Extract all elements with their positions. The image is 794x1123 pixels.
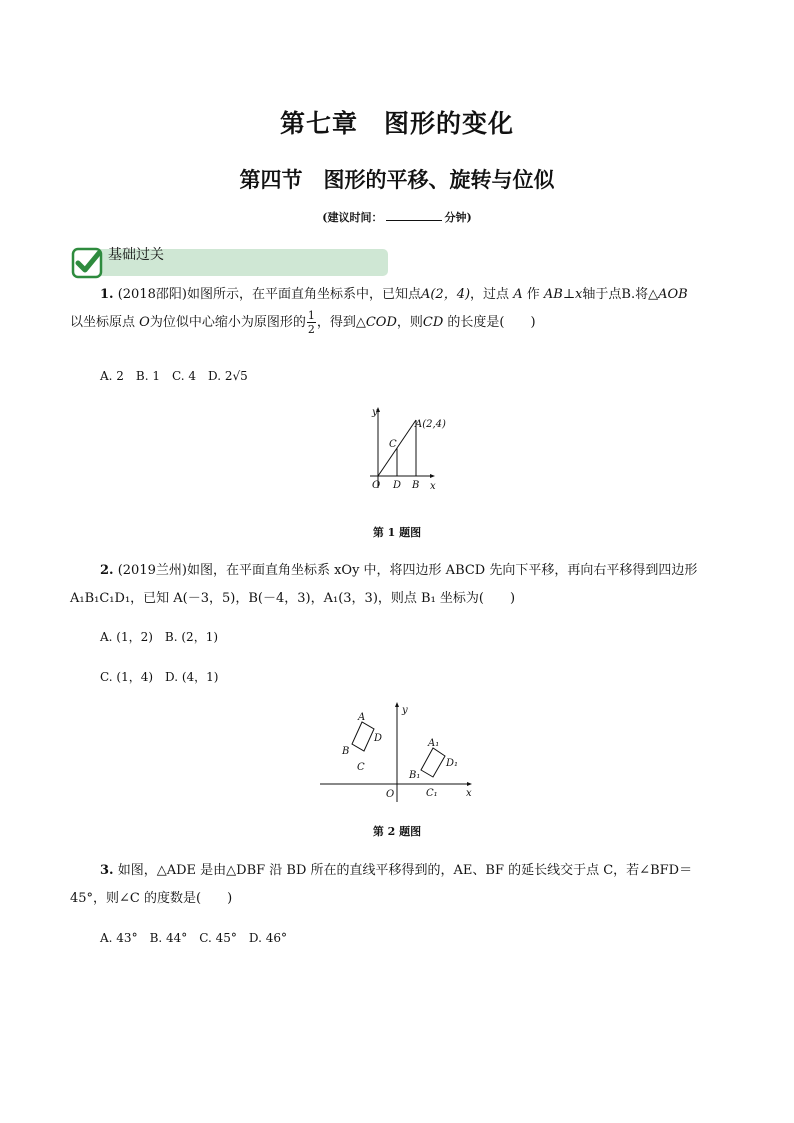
fraction-numerator: 1 [307, 309, 315, 322]
q2-line2: A₁B₁C₁D₁，已知 A(－3，5)，B(－4，3)，A₁(3，3)，则点 B₁ 坐标为( ) [70, 591, 516, 606]
q1-text: 的长度是( ) [447, 315, 536, 330]
y-label: y [402, 705, 408, 716]
q2-figure [318, 698, 478, 808]
time-blank[interactable] [386, 220, 442, 221]
fraction-denominator: 2 [307, 323, 315, 336]
y-axis-arrow [395, 702, 399, 707]
q1-text: ，则 [396, 315, 423, 330]
quad-abcd [352, 722, 374, 751]
q1-point: A(2，4) [420, 287, 471, 302]
a-label: A [358, 712, 366, 723]
c-label: C [357, 762, 365, 773]
q1-figure [360, 400, 450, 500]
c-label: C [389, 439, 397, 450]
q1-text: COD [365, 315, 397, 330]
q1-text: AOB [658, 287, 688, 302]
x-axis-arrow [467, 782, 472, 786]
c1-label: C₁ [426, 788, 438, 799]
q1-text: ，过点 [470, 287, 510, 302]
q1-text: A [513, 287, 523, 302]
d-label: D [374, 733, 383, 744]
d-label: D [393, 480, 402, 491]
banner-label: 基础过关 [108, 247, 164, 263]
section-title: 第四节 图形的平移、旋转与位似 [239, 168, 555, 192]
q1-text: 为位似中心缩小为原图形的 [149, 315, 306, 330]
time-suffix: 分钟) [444, 211, 472, 224]
check-icon [71, 247, 103, 279]
q1-text: 轴于点B.将△ [582, 287, 659, 302]
q1-number: 1. [100, 287, 114, 302]
a-label: A(2,4) [415, 419, 446, 430]
chapter-title: 第七章 图形的变化 [279, 109, 514, 138]
q3-number: 3. [100, 863, 114, 878]
q2-options-1: A. (1，2) B. (2，1) [100, 630, 219, 644]
q2-number: 2. [100, 563, 114, 578]
x-label: x [466, 788, 472, 799]
q3-options: A. 43° B. 44° C. 45° D. 46° [100, 931, 288, 945]
q1-text: CD [422, 315, 444, 330]
question-3 [70, 857, 730, 913]
q1-text: 如图所示，在平面直角坐标系中，已知点 [186, 287, 421, 302]
fraction-half [307, 309, 316, 336]
question-2 [70, 557, 730, 613]
q1-text: O [139, 315, 150, 330]
b1-label: B₁ [409, 770, 421, 781]
q1-source: (2018邵阳) [117, 287, 187, 302]
y-label: y [372, 407, 378, 418]
q1-text: 作 [526, 287, 540, 302]
q1-options: A. 2 B. 1 C. 4 D. 2√5 [100, 369, 248, 383]
b-label: B [342, 746, 350, 757]
q2-caption: 第 2 题图 [372, 825, 422, 838]
o-label: O [386, 789, 395, 800]
q3-line1: 如图，△ADE 是由△DBF 沿 BD 所在的直线平移得到的，AE、BF 的延长线交于点 C，若∠BFD＝ [117, 863, 693, 878]
x-axis-arrow [430, 474, 435, 478]
o-label: O [372, 480, 381, 491]
b-label: B [412, 480, 420, 491]
q2-options-2: C. (1，4) D. (4，1) [100, 670, 219, 684]
time-prefix: (建议时间： [322, 211, 383, 224]
q1-text: AB⊥x [543, 287, 583, 302]
suggested-time [0, 209, 794, 225]
x-label: x [430, 481, 436, 492]
q2-line1: (2019兰州)如图，在平面直角坐标系 xOy 中，将四边形 ABCD 先向下平移，再向右平移得到四边形 [117, 563, 698, 578]
q1-text: 以坐标原点 [70, 315, 136, 330]
d1-label: D₁ [446, 758, 459, 769]
question-1 [70, 281, 730, 337]
quad-a1b1c1d1 [421, 748, 445, 777]
q1-text: ，得到△ [316, 315, 366, 330]
a1-label: A₁ [428, 738, 440, 749]
q3-line2: 45°，则∠C 的度数是( ) [70, 891, 233, 906]
q1-caption: 第 1 题图 [372, 526, 422, 539]
